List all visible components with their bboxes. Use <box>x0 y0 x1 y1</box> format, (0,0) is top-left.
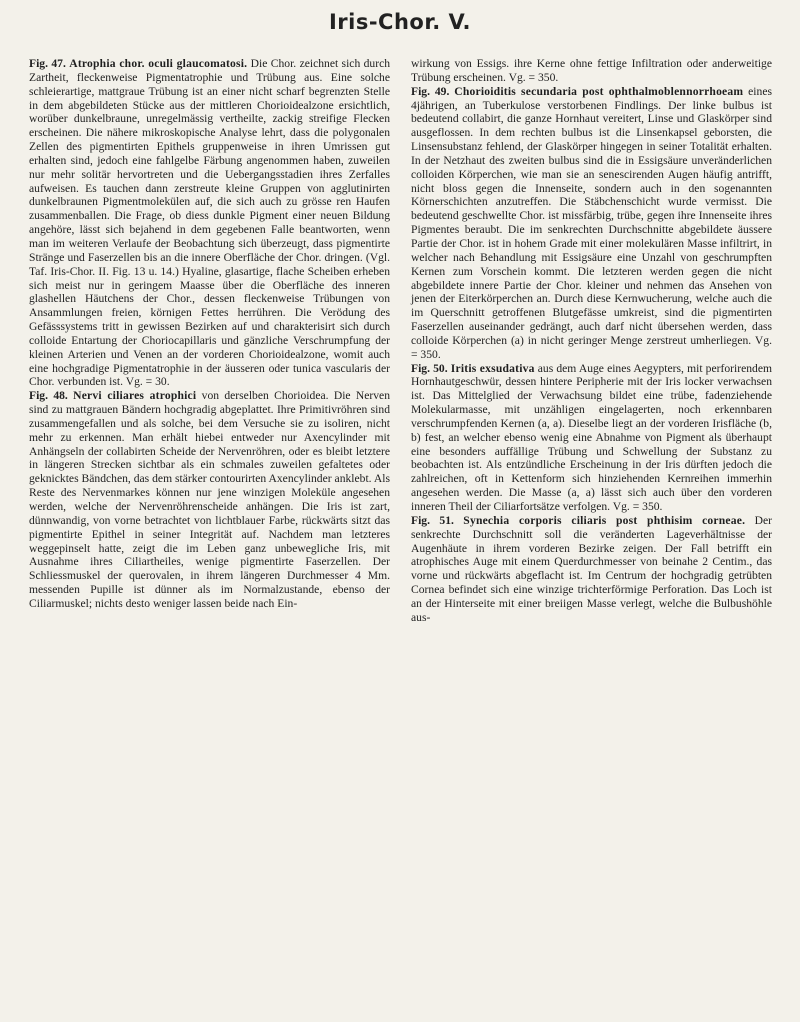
figure-description: Die Chor. zeichnet sich durch Zartheit, fleckenweise Pigmentatrophie und Trübung aus. Eine solche schleierartige, mattgraue Trübung ist an einer nicht scharf begrenzten Stelle in dem abgebildeten Stücke aus der mittleren Chorioidealzone ersichtlich, worüber dunkelbraune, unregelmässig vertheilte, zackig streifige Flecken erscheinen. Die nähere mikroskopische Analyse lehrt, dass die polygonalen Zellen des pigmentirten Epithels gruppenweise in ihren Umrissen gut erhalten sind, jedoch eine fahlgelbe Färbung angenommen haben, zuweilen nur mehr solitär hervortreten und die Uebergangsstadien ihres Zerfalles aufweisen. Es tauchen dann zerstreute kleine Gruppen von agglutinirten dunkelbraunen Pigmentmolekülen auf, die sich auch zu grösse ren Haufen zusammenballen. Die Frage, ob diess dunkle Pigment einer neuen Bildung angehöre, lässt sich bejahend in dem gegebenen Falle beantworten, wenn man im weiteren Verlaufe der Beobachtung sich überzeugt, dass pigmentirte Stränge und Faserzellen bis an die innere Oberfläche der Chor. dringen. (Vgl. Taf. Iris-Chor. II. Fig. 13 u. 14.) Hyaline, glasartige, flache Scheiben erheben sich meist nur in geringem Maasse über die Oberfläche des inneren glashellen Häutchens der Chor., dessen fleckenweise Trübungen von Ansammlungen freien, körnigen Fettes herrühren. Die Verödung des Gefässsystems tritt in gewissen Bezirken auf und charakterisirt sich durch colloide Entartung der Choriocapillaris und gänzliche Verschrumpfung der kleinen Arterien und Venen an der vorderen Chorioidealzone, womit auch eine hochgradige Pigmentatrophie in der äusseren oder tunica vascularis der Chor. verbunden ist. Vg. = 30. <box>29 57 391 389</box>
figure-title: Synechia corporis ciliaris post phthisim corneae. <box>463 513 746 527</box>
figure-label: Fig. 49. <box>411 84 450 98</box>
figure-title: Chorioiditis secundaria post ophthalmoblennorrhoeam <box>454 84 744 98</box>
figure-title: Atrophia chor. oculi glaucomatosi. <box>69 57 248 70</box>
figure-entry-47 <box>29 57 390 389</box>
figure-label: Fig. 50. <box>411 361 448 375</box>
page-header: Iris-Chor. V. <box>328 10 472 34</box>
figure-description: von derselben Chorioidea. Die Nerven sind zu mattgrauen Bändern hochgradig abgeplattet. Ihre Primitivröhren sind zusammengefallen und als solche, bei dem Versuche sie zu isoliren, nicht mehr zu erkennen. Man erhält hiebei entweder nur Axencylinder mit Anhängseln der collabirten Scheide der Nervenröhren, oder es bleibt letztere in längeren Strecken sichtbar als ein schmales zuweilen gefaltetes oder geknicktes Bändchen, das dem stärker contourirten Axencylinder anklebt. Als Reste des Nervenmarkes können nur jene winzigen Moleküle angesehen werden, welche der Nervenröhrenscheide anhängen. Die Iris ist zart, dünnwandig, von vorne betrachtet von lichtblauer Farbe, rückwärts sitzt das pigmentirte Epithel in seiner Integrität auf. Nachdem man letzteres weggepinselt hatte, zeigt die im Leben ganz unbewegliche Iris, mit Ausnahme ihres Ciliartheiles, wenige pigmentirte Faserzellen. Der Schliessmuskel der querovalen, in ihrem längeren Durchmesser 4 Mm. messenden Pupille ist dünner als im Normalzustande, ebenso der Ciliarmuskel; nichts desto weniger lassen beide nach Ein- <box>29 389 391 610</box>
figure-description: aus dem Auge eines Aegypters, mit perforirendem Hornhautgeschwür, dessen hintere Peripherie mit der Iris locker verwachsen ist. Das Mittelglied der Verwachsung bildet eine trübe, fadenziehende Molekularmasse, mit unzähligen eingelagerten, noch erkennbaren verschrumpfenden Kernen (a, a). Dieselbe liegt an der vorderen Irisfläche (b, b) fest, an welcher ebenso wenig eine Abnahme von Pigment als überhaupt eine besonders auffällige Trübung und Schwellung der Substanz zu beobachten ist. Als entzündliche Erscheinung in der Iris dürften jedoch die zahlreichen, oft in Kettenform sich hinziehenden Kernreihen immerhin angesehen werden. Die Masse (a, a) lässt sich auch über den vorderen inneren Theil der Ciliarfortsätze verfolgen. Vg. = 350. <box>411 361 772 513</box>
figure-entry-48 <box>29 389 390 611</box>
right-column <box>411 57 772 625</box>
figure-label: Fig. 47. <box>29 57 66 70</box>
figure-description: eines 4jährigen, an Tuberkulose verstorbenen Findlings. Der linke bulbus ist bedeutend collabirt, die ganze Hornhaut vereitert, Linse und Glaskörper sind ausgeflossen. In dem rechten bulbus ist die Linsenkapsel geborsten, die Linsensubstanz fehlend, der Glaskörper hingegen in seiner Totalität erhalten. In der Netzhaut des zweiten bulbus sind die in Essigsäure unveränderlichen colloiden Körperchen, wie man sie an senescirenden Augen häufig antrifft, nicht bloss gegen die Innenseite, sondern auch in den sogenannten Körnerschichten anzutreffen. Die Stäbchenschicht wurde vermisst. Die bedeutend geschwellte Chor. ist missfärbig, trübe, gegen ihre Innenseite ihres Pigmentes beraubt. Die im senkrechten Durchschnitte abgebildete äussere Partie der Chor. ist in hohem Grade mit einer molekulären Masse infiltrirt, in welcher nach Behandlung mit Essigsäure eine Unzahl von geschrumpften Kernen zum Vorschein kommt. Die letzteren werden gegen die nicht abgebildete innere Partie der Chor. kleiner und nehmen das Ansehen von jenen der Eiterkörperchen an. Durch diese Kernwucherung, welche auch die im Querschnitt getroffenen Blutgefässe umkreist, sind die pigmentirten Faserzellen auseinander gedrängt, auch darf nicht übersehen werden, dass colloide Körperchen (a) in nicht geringer Menge zerstreut umherliegen. Vg. = 350. <box>411 84 772 361</box>
figure-label: Fig. 48. <box>29 389 68 403</box>
figure-title: Nervi ciliares atrophici <box>73 389 197 403</box>
continued-text <box>411 57 772 85</box>
figure-label: Fig. 51. <box>411 513 454 527</box>
figure-entry-50 <box>411 362 772 514</box>
figure-entry-49 <box>411 85 772 362</box>
left-column <box>29 57 390 611</box>
figure-title: Iritis exsudativa <box>450 361 535 375</box>
figure-description: Der senkrechte Durchschnitt soll die veränderten Lageverhältnisse der Augenhäute in ihrem vorderen Bezirke zeigen. Der Fall betrifft ein atrophisches Auge mit einem Querdurchmesser von beinahe 2 Centim., das vorne und rückwärts abgeflacht ist. Im Centrum der hochgradig getrübten Cornea befindet sich eine winzige trichterförmige Perforation. Das Loch ist an der Hinterseite mit einer breiigen Masse verlegt, welche die Bulbushöhle aus- <box>411 513 772 624</box>
figure-entry-51 <box>411 514 772 625</box>
figure-description: wirkung von Essigs. ihre Kerne ohne fettige Infiltration oder anderweitige Trübung erscheinen. Vg. = 350. <box>411 57 772 84</box>
